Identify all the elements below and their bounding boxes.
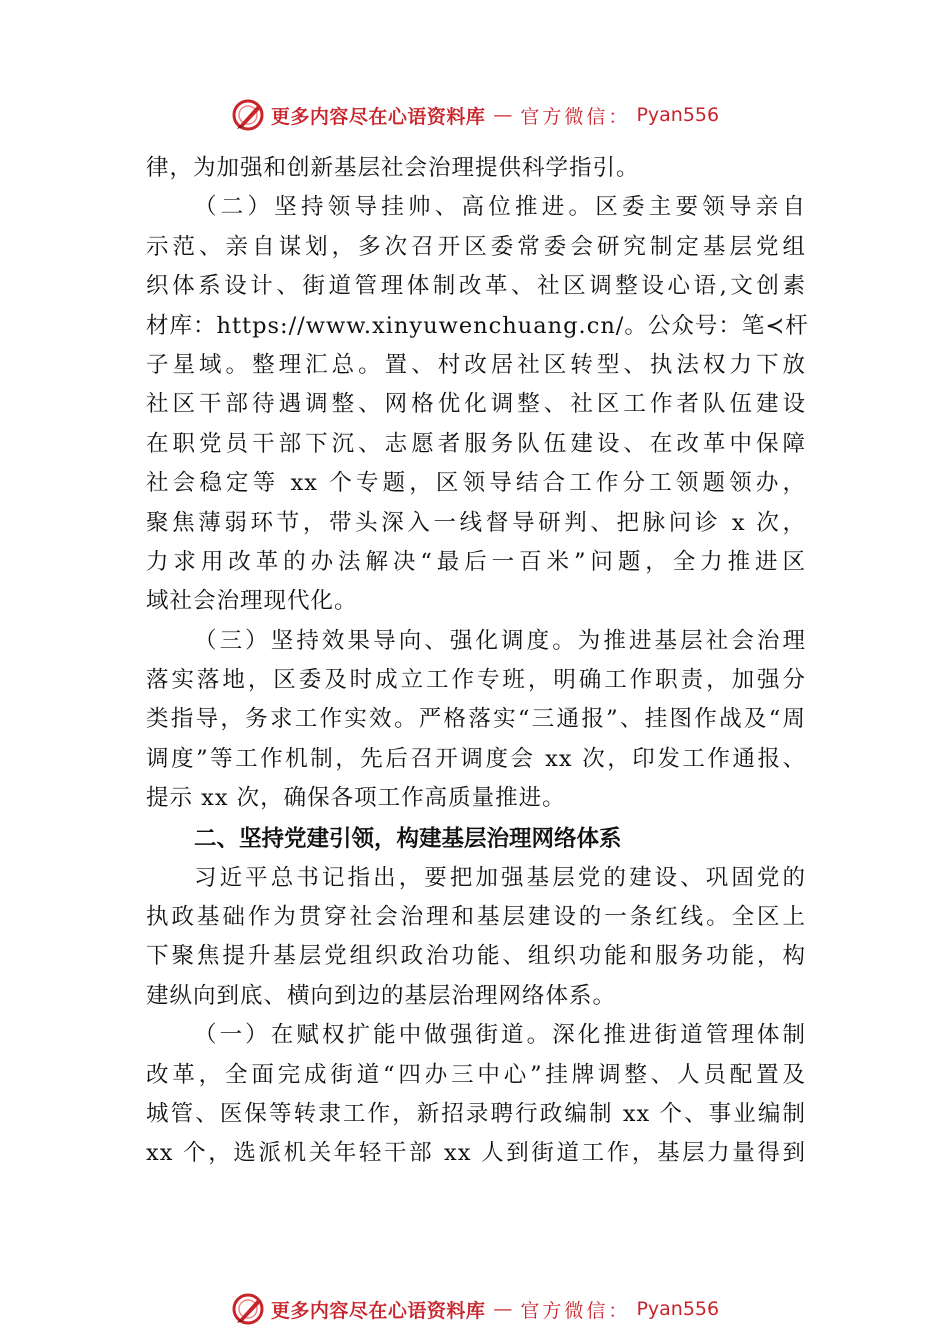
body-line: 示范、亲自谋划，多次召开区委常委会研究制定基层党组 [146,233,806,260]
pen-circle-logo-icon [231,1292,265,1326]
body-line: 子星域。整理汇总。置、村改居社区转型、执法权力下放 [146,351,806,378]
banner-separator: — [493,1298,513,1320]
pen-circle-logo-icon [231,98,265,132]
banner-wechat-label: 官方微信： [520,105,631,128]
section-heading: 二、坚持党建引领，构建基层治理网络体系 [194,825,622,852]
body-line: 材库：https://www.xinyuwenchuang.cn/。公众号：笔≺杆 [146,312,809,339]
watermark-banner-top [0,93,950,137]
body-line: 律，为加强和创新基层社会治理提供科学指引。 [146,155,640,181]
document-body [146,149,809,1174]
body-line: 社区干部待遇调整、网格优化调整、社区工作者队伍建设 [146,391,806,418]
body-line: 织体系设计、街道管理体制改革、社区调整设心语,文创素 [146,273,806,300]
paragraph-first-line: （一）在赋权扩能中做强街道。深化推进街道管理体制 [194,1022,806,1049]
body-line: 聚焦薄弱环节，带头深入一线督导研判、把脉问诊 x 次， [146,509,806,536]
body-line: 执政基础作为贯穿社会治理和基层建设的一条红线。全区上 [146,904,806,931]
banner-wechat-label: 官方微信： [520,1299,631,1322]
body-line: 下聚焦提升基层党组织政治功能、组织功能和服务功能，构 [146,943,806,970]
banner-main-text: 更多内容尽在心语资料库 [270,105,486,128]
body-line: 域社会治理现代化。 [146,588,358,615]
banner-separator: — [493,104,513,126]
body-line: 类指导，务求工作实效。严格落实“三通报”、挂图作战及“周 [146,706,806,733]
body-line: xx 个，选派机关年轻干部 xx 人到街道工作，基层力量得到 [146,1140,806,1167]
body-line: 城管、医保等转隶工作，新招录聘行政编制 xx 个、事业编制 [146,1100,806,1127]
banner-wechat-id: Pyan556 [636,104,720,126]
paragraph-first-line: （二）坚持领导挂帅、高位推进。区委主要领导亲自 [194,194,806,221]
body-line: 社会稳定等 xx 个专题，区领导结合工作分工领题领办， [146,470,806,497]
body-line: 提示 xx 次，确保各项工作高质量推进。 [146,785,566,812]
body-line: 建纵向到底、横向到边的基层治理网络体系。 [146,982,617,1009]
watermark-banner-bottom [0,1287,950,1331]
body-line: 调度”等工作机制，先后召开调度会 xx 次，印发工作通报、 [146,745,806,772]
body-line: 改革，全面完成街道“四办三中心”挂牌调整、人员配置及 [146,1061,806,1088]
body-line: 力求用改革的办法解决“最后一百米”问题，全力推进区 [146,548,806,575]
paragraph-first-line: 习近平总书记指出，要把加强基层党的建设、巩固党的 [194,864,806,891]
paragraph-first-line: （三）坚持效果导向、强化调度。为推进基层社会治理 [194,627,806,654]
body-line: 在职党员干部下沉、志愿者服务队伍建设、在改革中保障 [146,430,806,457]
banner-wechat-id: Pyan556 [636,1298,720,1320]
banner-main-text: 更多内容尽在心语资料库 [270,1299,486,1322]
body-line: 落实落地，区委及时成立工作专班，明确工作职责，加强分 [146,667,806,694]
